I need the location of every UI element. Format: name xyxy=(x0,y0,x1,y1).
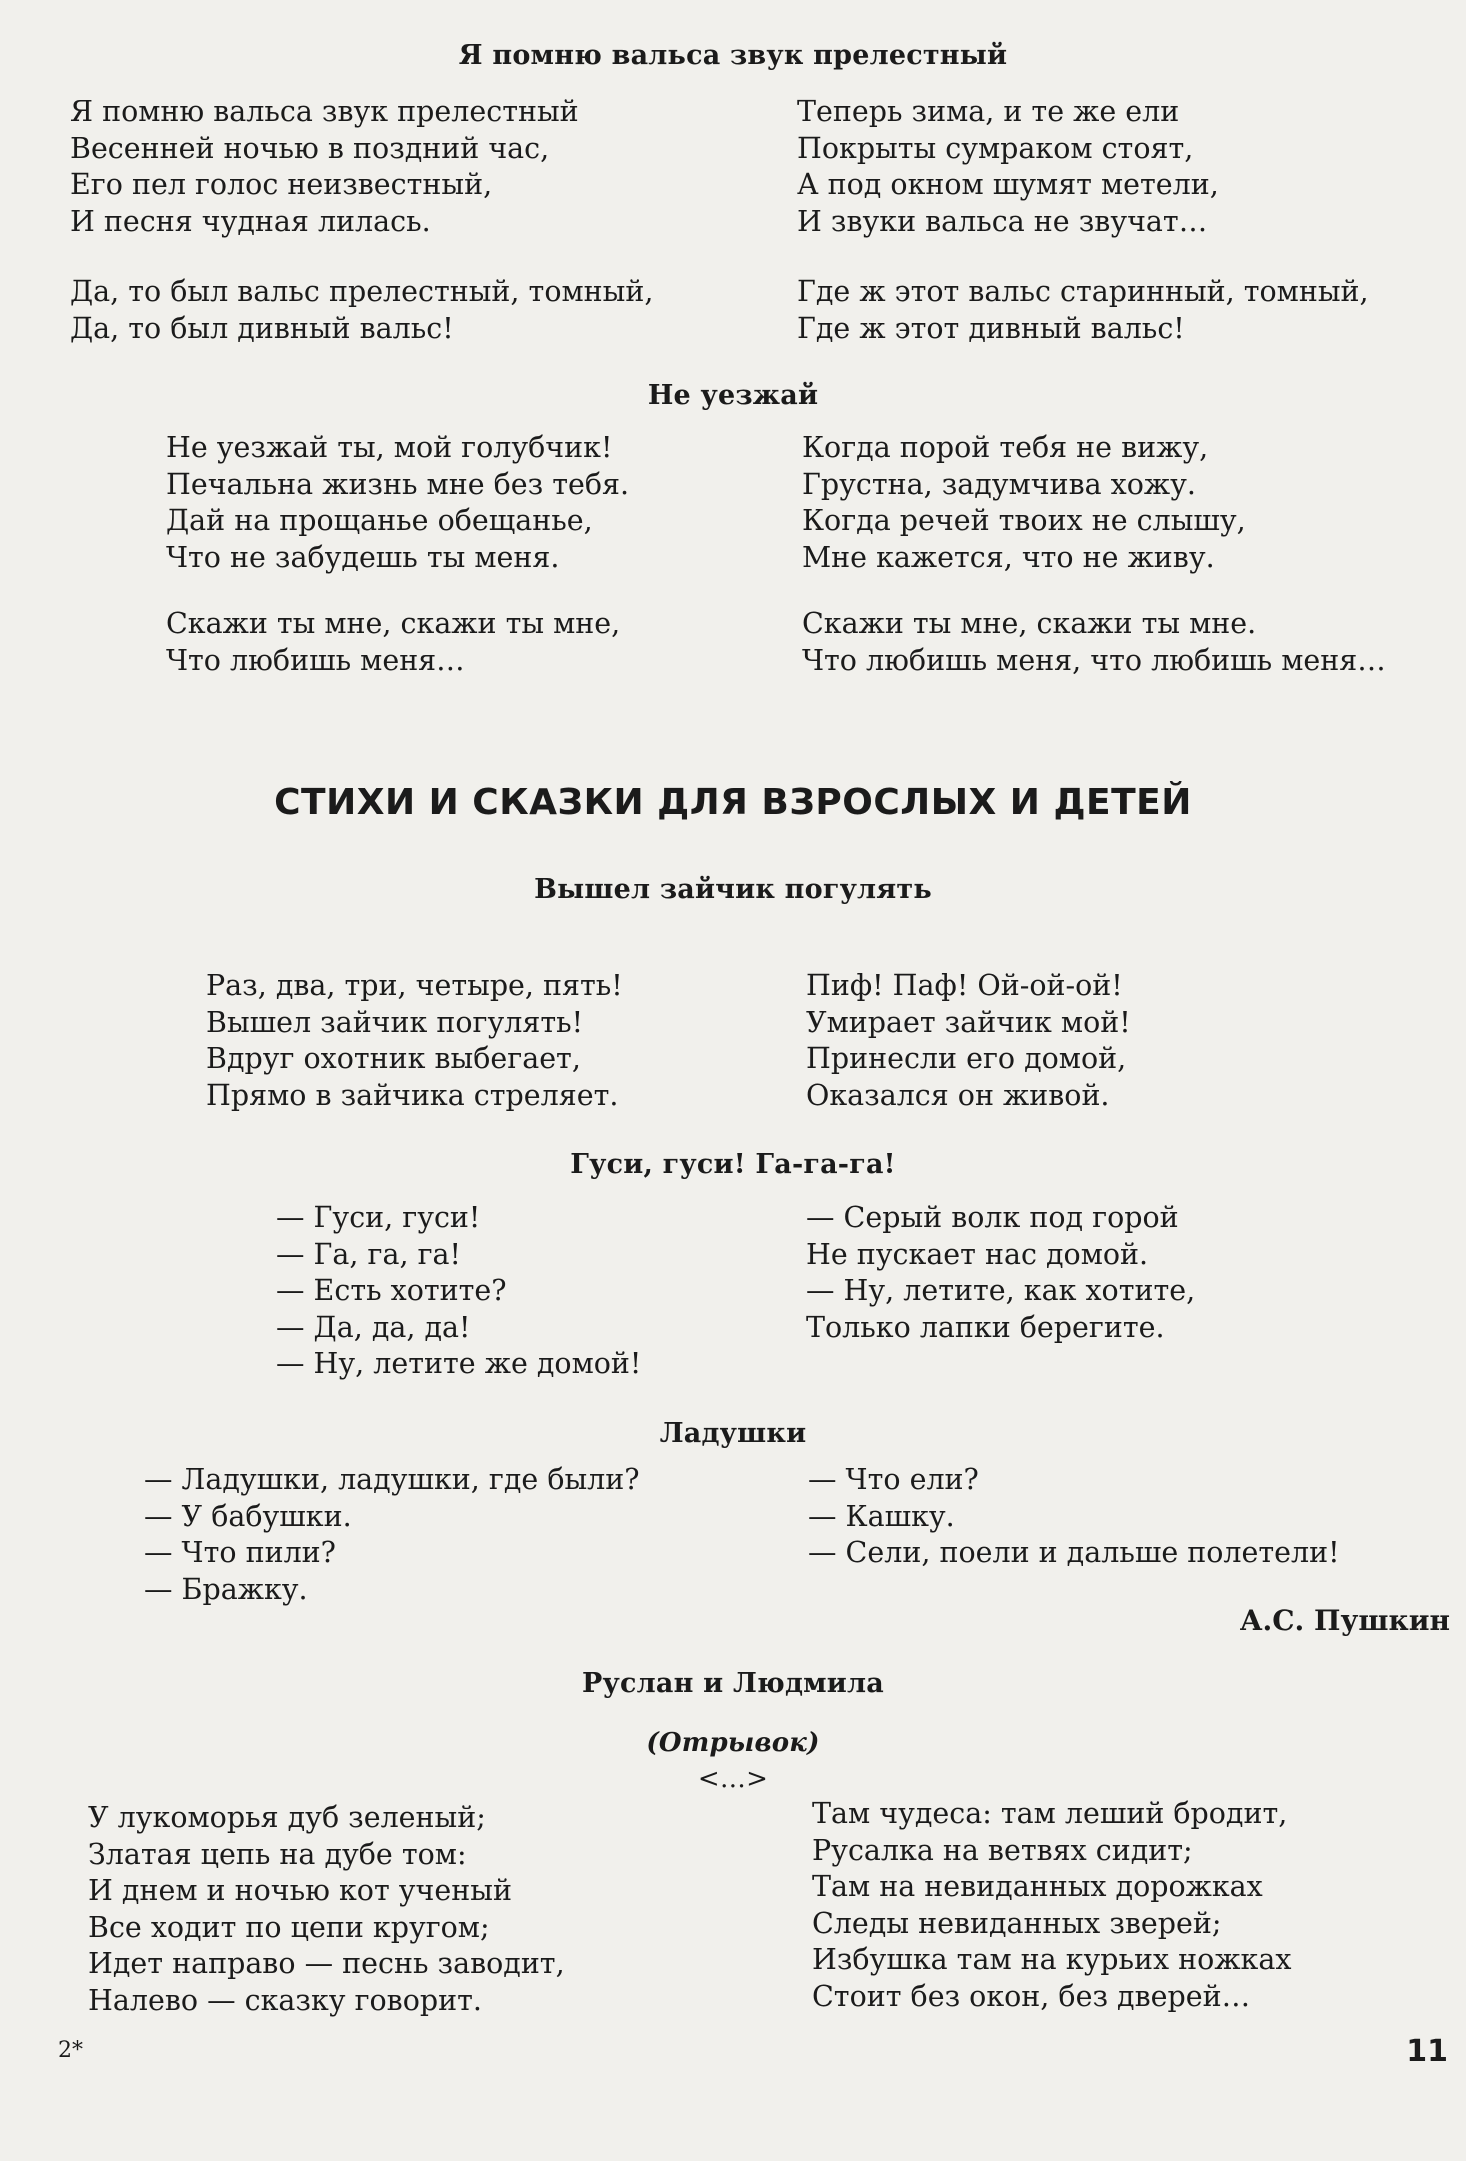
verse-line: Что не забудешь ты меня. xyxy=(166,540,560,574)
verse-line: Да, то был вальс прелестный, томный, xyxy=(70,275,654,308)
stanza-left xyxy=(70,274,653,347)
verse-line: И днем и ночью кот ученый xyxy=(88,1874,512,1907)
verse-line: И звуки вальса не звучат… xyxy=(797,204,1208,238)
poem-title: Не уезжай xyxy=(647,380,819,411)
stanza-left xyxy=(144,1462,640,1608)
section-heading: СТИХИ И СКАЗКИ ДЛЯ ВЗРОСЛЫХ И ДЕТЕЙ xyxy=(274,782,1192,823)
poem-title: Руслан и Людмила xyxy=(582,1668,884,1699)
verse-line: Вдруг охотник выбегает, xyxy=(206,1042,581,1075)
stanza-left xyxy=(70,94,579,240)
verse-line: Налево — сказку говорит. xyxy=(88,1983,482,2017)
verse-line: И песня чудная лилась. xyxy=(70,204,431,238)
stanza-right xyxy=(806,1200,1195,1346)
verse-line: — Что пили? xyxy=(144,1536,336,1569)
stanza-right xyxy=(802,430,1246,576)
verse-line: Умирает зайчик мой! xyxy=(806,1005,1131,1039)
poem-title: Ладушки xyxy=(659,1418,807,1449)
verse-line: Не уезжай ты, мой голубчик! xyxy=(166,431,613,464)
verse-line: — Ну, летите же домой! xyxy=(276,1347,642,1380)
verse-line: Раз, два, три, четыре, пять! xyxy=(206,969,623,1002)
verse-line: Что любишь меня… xyxy=(166,643,465,677)
verse-line: Где ж этот вальс старинный, томный, xyxy=(797,275,1369,308)
verse-line: — Кашку. xyxy=(808,1499,955,1533)
stanza-right xyxy=(806,968,1131,1114)
verse-line: — Гуси, гуси! xyxy=(276,1201,481,1234)
verse-line: Златая цепь на дубе том: xyxy=(88,1837,467,1871)
verse-line: — Есть хотите? xyxy=(276,1274,507,1307)
verse-line: Только лапки берегите. xyxy=(806,1310,1165,1344)
verse-line: Русалка на ветвях сидит; xyxy=(812,1833,1193,1867)
verse-line: Где ж этот дивный вальс! xyxy=(797,311,1185,345)
stanza-right xyxy=(812,1796,1291,2015)
printer-signature: 2* xyxy=(58,2038,83,2063)
verse-line: — Серый волк под горой xyxy=(806,1201,1179,1234)
verse-line: Там на невиданных дорожках xyxy=(812,1870,1263,1903)
author-name: А.С. Пушкин xyxy=(1239,1604,1450,1637)
stanza-left xyxy=(166,430,629,576)
verse-line: Я помню вальса звук прелестный xyxy=(70,95,579,128)
verse-line: Что любишь меня, что любишь меня… xyxy=(802,643,1386,677)
verse-line: Дай на прощанье обещанье, xyxy=(166,504,593,537)
verse-line: Его пел голос неизвестный, xyxy=(70,168,493,201)
stanza-left xyxy=(206,968,623,1114)
verse-line: А под окном шумят метели, xyxy=(797,168,1219,201)
verse-line: Скажи ты мне, скажи ты мне, xyxy=(166,607,621,640)
verse-line: Пиф! Паф! Ой-ой-ой! xyxy=(806,969,1123,1002)
verse-line: Там чудеса: там леший бродит, xyxy=(812,1797,1288,1830)
stanza-left xyxy=(88,1800,565,2019)
verse-line: — Га, га, га! xyxy=(276,1237,461,1271)
verse-line: Скажи ты мне, скажи ты мне. xyxy=(802,607,1257,640)
verse-line: Когда речей твоих не слышу, xyxy=(802,504,1246,537)
stanza-right xyxy=(808,1462,1340,1572)
verse-line: Избушка там на курьих ножках xyxy=(812,1943,1292,1976)
verse-line: Вышел зайчик погулять! xyxy=(206,1005,584,1039)
verse-line: Оказался он живой. xyxy=(806,1078,1110,1112)
verse-line: Да, то был дивный вальс! xyxy=(70,311,454,345)
verse-line: — Что ели? xyxy=(808,1463,979,1496)
verse-line: — Ну, летите, как хотите, xyxy=(806,1274,1196,1307)
poem-title: Я помню вальса звук прелестный xyxy=(458,40,1008,71)
verse-line: Прямо в зайчика стреляет. xyxy=(206,1078,619,1112)
verse-line: — Да, да, да! xyxy=(276,1310,471,1344)
show-through xyxy=(30,120,38,150)
verse-line: Когда порой тебя не вижу, xyxy=(802,431,1209,464)
stanza-left xyxy=(166,606,620,679)
omission-mark: <…> xyxy=(697,1764,769,1794)
verse-line: Весенней ночью в поздний час, xyxy=(70,131,550,165)
verse-line: Идет направо — песнь заводит, xyxy=(88,1947,565,1980)
poem-subtitle: (Отрывок) xyxy=(646,1728,820,1758)
stanza-left xyxy=(276,1200,641,1383)
verse-line: Не пускает нас домой. xyxy=(806,1237,1149,1271)
verse-line: Принесли его домой, xyxy=(806,1042,1127,1075)
poem-title: Гуси, гуси! Га-га-га! xyxy=(570,1149,896,1180)
verse-line: — Сели, поели и дальше полетели! xyxy=(808,1536,1340,1569)
verse-line: — Бражку. xyxy=(144,1572,308,1606)
verse-line: Печальна жизнь мне без тебя. xyxy=(166,467,630,501)
verse-line: Все ходит по цепи кругом; xyxy=(88,1910,490,1944)
verse-line: Мне кажется, что не живу. xyxy=(802,540,1215,574)
verse-line: Теперь зима, и те же ели xyxy=(797,95,1180,128)
verse-line: — Ладушки, ладушки, где были? xyxy=(144,1463,640,1496)
page-number: 11 xyxy=(1406,2034,1448,2069)
verse-line: Грустна, задумчива хожу. xyxy=(802,467,1196,501)
verse-line: Покрыты сумраком стоят, xyxy=(797,131,1194,165)
stanza-right xyxy=(797,274,1369,347)
stanza-right xyxy=(802,606,1386,679)
stanza-right xyxy=(797,94,1219,240)
verse-line: У лукоморья дуб зеленый; xyxy=(88,1801,486,1834)
verse-line: — У бабушки. xyxy=(144,1499,352,1533)
verse-line: Следы невиданных зверей; xyxy=(812,1906,1222,1940)
verse-line: Стоит без окон, без дверей… xyxy=(812,1979,1251,2013)
poem-title: Вышел зайчик погулять xyxy=(534,874,932,905)
